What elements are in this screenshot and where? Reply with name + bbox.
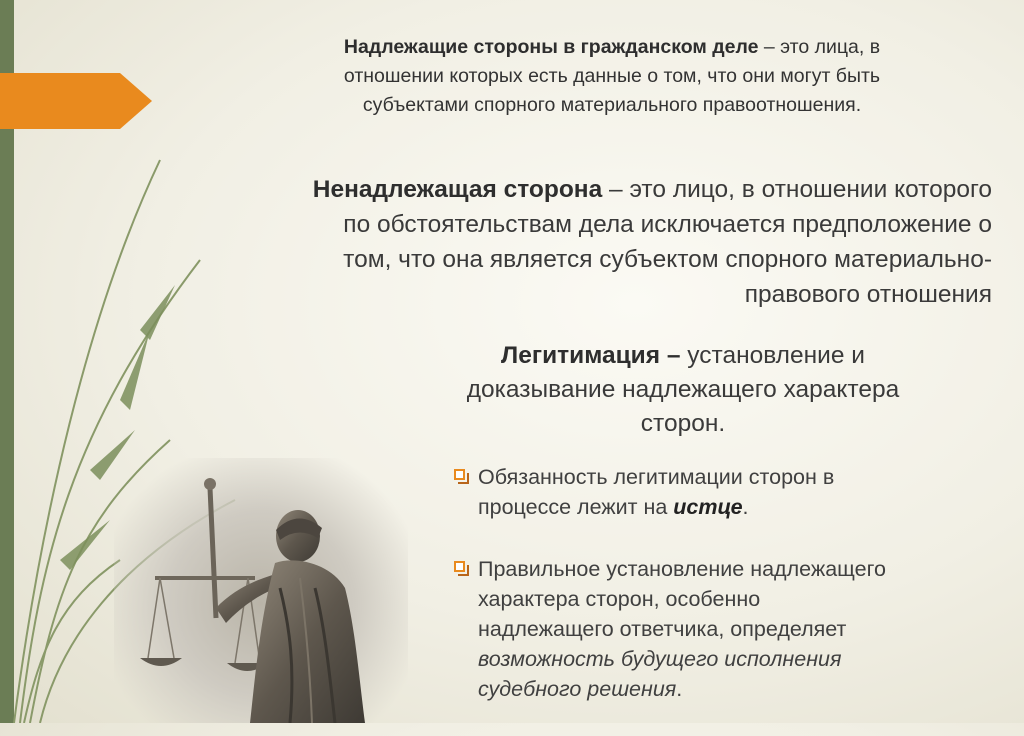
bullet-item-enforcement <box>444 554 1004 704</box>
lady-justice-image <box>130 468 400 723</box>
b2-line1: Правильное установление надлежащего <box>478 557 886 581</box>
p3-line2: доказывание надлежащего характера <box>466 376 900 403</box>
b1-line1: Обязанность легитимации сторон в <box>478 465 835 489</box>
b1-emphasis-plaintiff: истце <box>673 495 743 519</box>
b2-line5-italic: судебного решения <box>478 677 677 701</box>
term-legitimation: Легитимация – <box>501 342 681 369</box>
p3-line1-rest: установление и <box>680 342 865 369</box>
p1-line3: субъектами спорного материального правоотношения. <box>362 94 862 116</box>
p1-line1-rest: – это лица, в <box>758 36 881 58</box>
p2-line2: по обстоятельствам дела исключается предположение о <box>343 211 992 238</box>
definition-legitimation <box>400 339 966 441</box>
b2-line2: характера сторон, особенно <box>478 587 761 611</box>
b1-line2-pre: процессе лежит на <box>478 495 674 519</box>
b1-line2-post: . <box>742 495 749 519</box>
definition-improper-party <box>150 172 992 312</box>
p1-line2: отношении которых есть данные о том, что они могут быть <box>343 65 881 87</box>
term-proper-parties: Надлежащие стороны в гражданском деле <box>343 36 759 58</box>
bullet-list <box>444 462 1004 736</box>
orange-arrow-shape <box>0 73 152 129</box>
p2-line3: том, что она является субъектом спорного материально- <box>343 246 992 273</box>
b2-line5-post: . <box>676 677 683 701</box>
checkbox-bullet-icon <box>454 561 465 572</box>
p2-line4: правового отношения <box>744 281 992 308</box>
definition-proper-parties <box>232 33 992 120</box>
b2-line3: надлежащего ответчика, определяет <box>478 617 847 641</box>
bullet-item-burden <box>444 462 1004 522</box>
b2-line4: возможность будущего исполнения <box>478 647 842 671</box>
checkbox-bullet-icon <box>454 469 465 480</box>
p2-line1-rest: – это лицо, в отношении которого <box>602 176 992 203</box>
term-improper-party: Ненадлежащая сторона <box>312 176 603 203</box>
p3-line3: сторон. <box>640 410 726 437</box>
